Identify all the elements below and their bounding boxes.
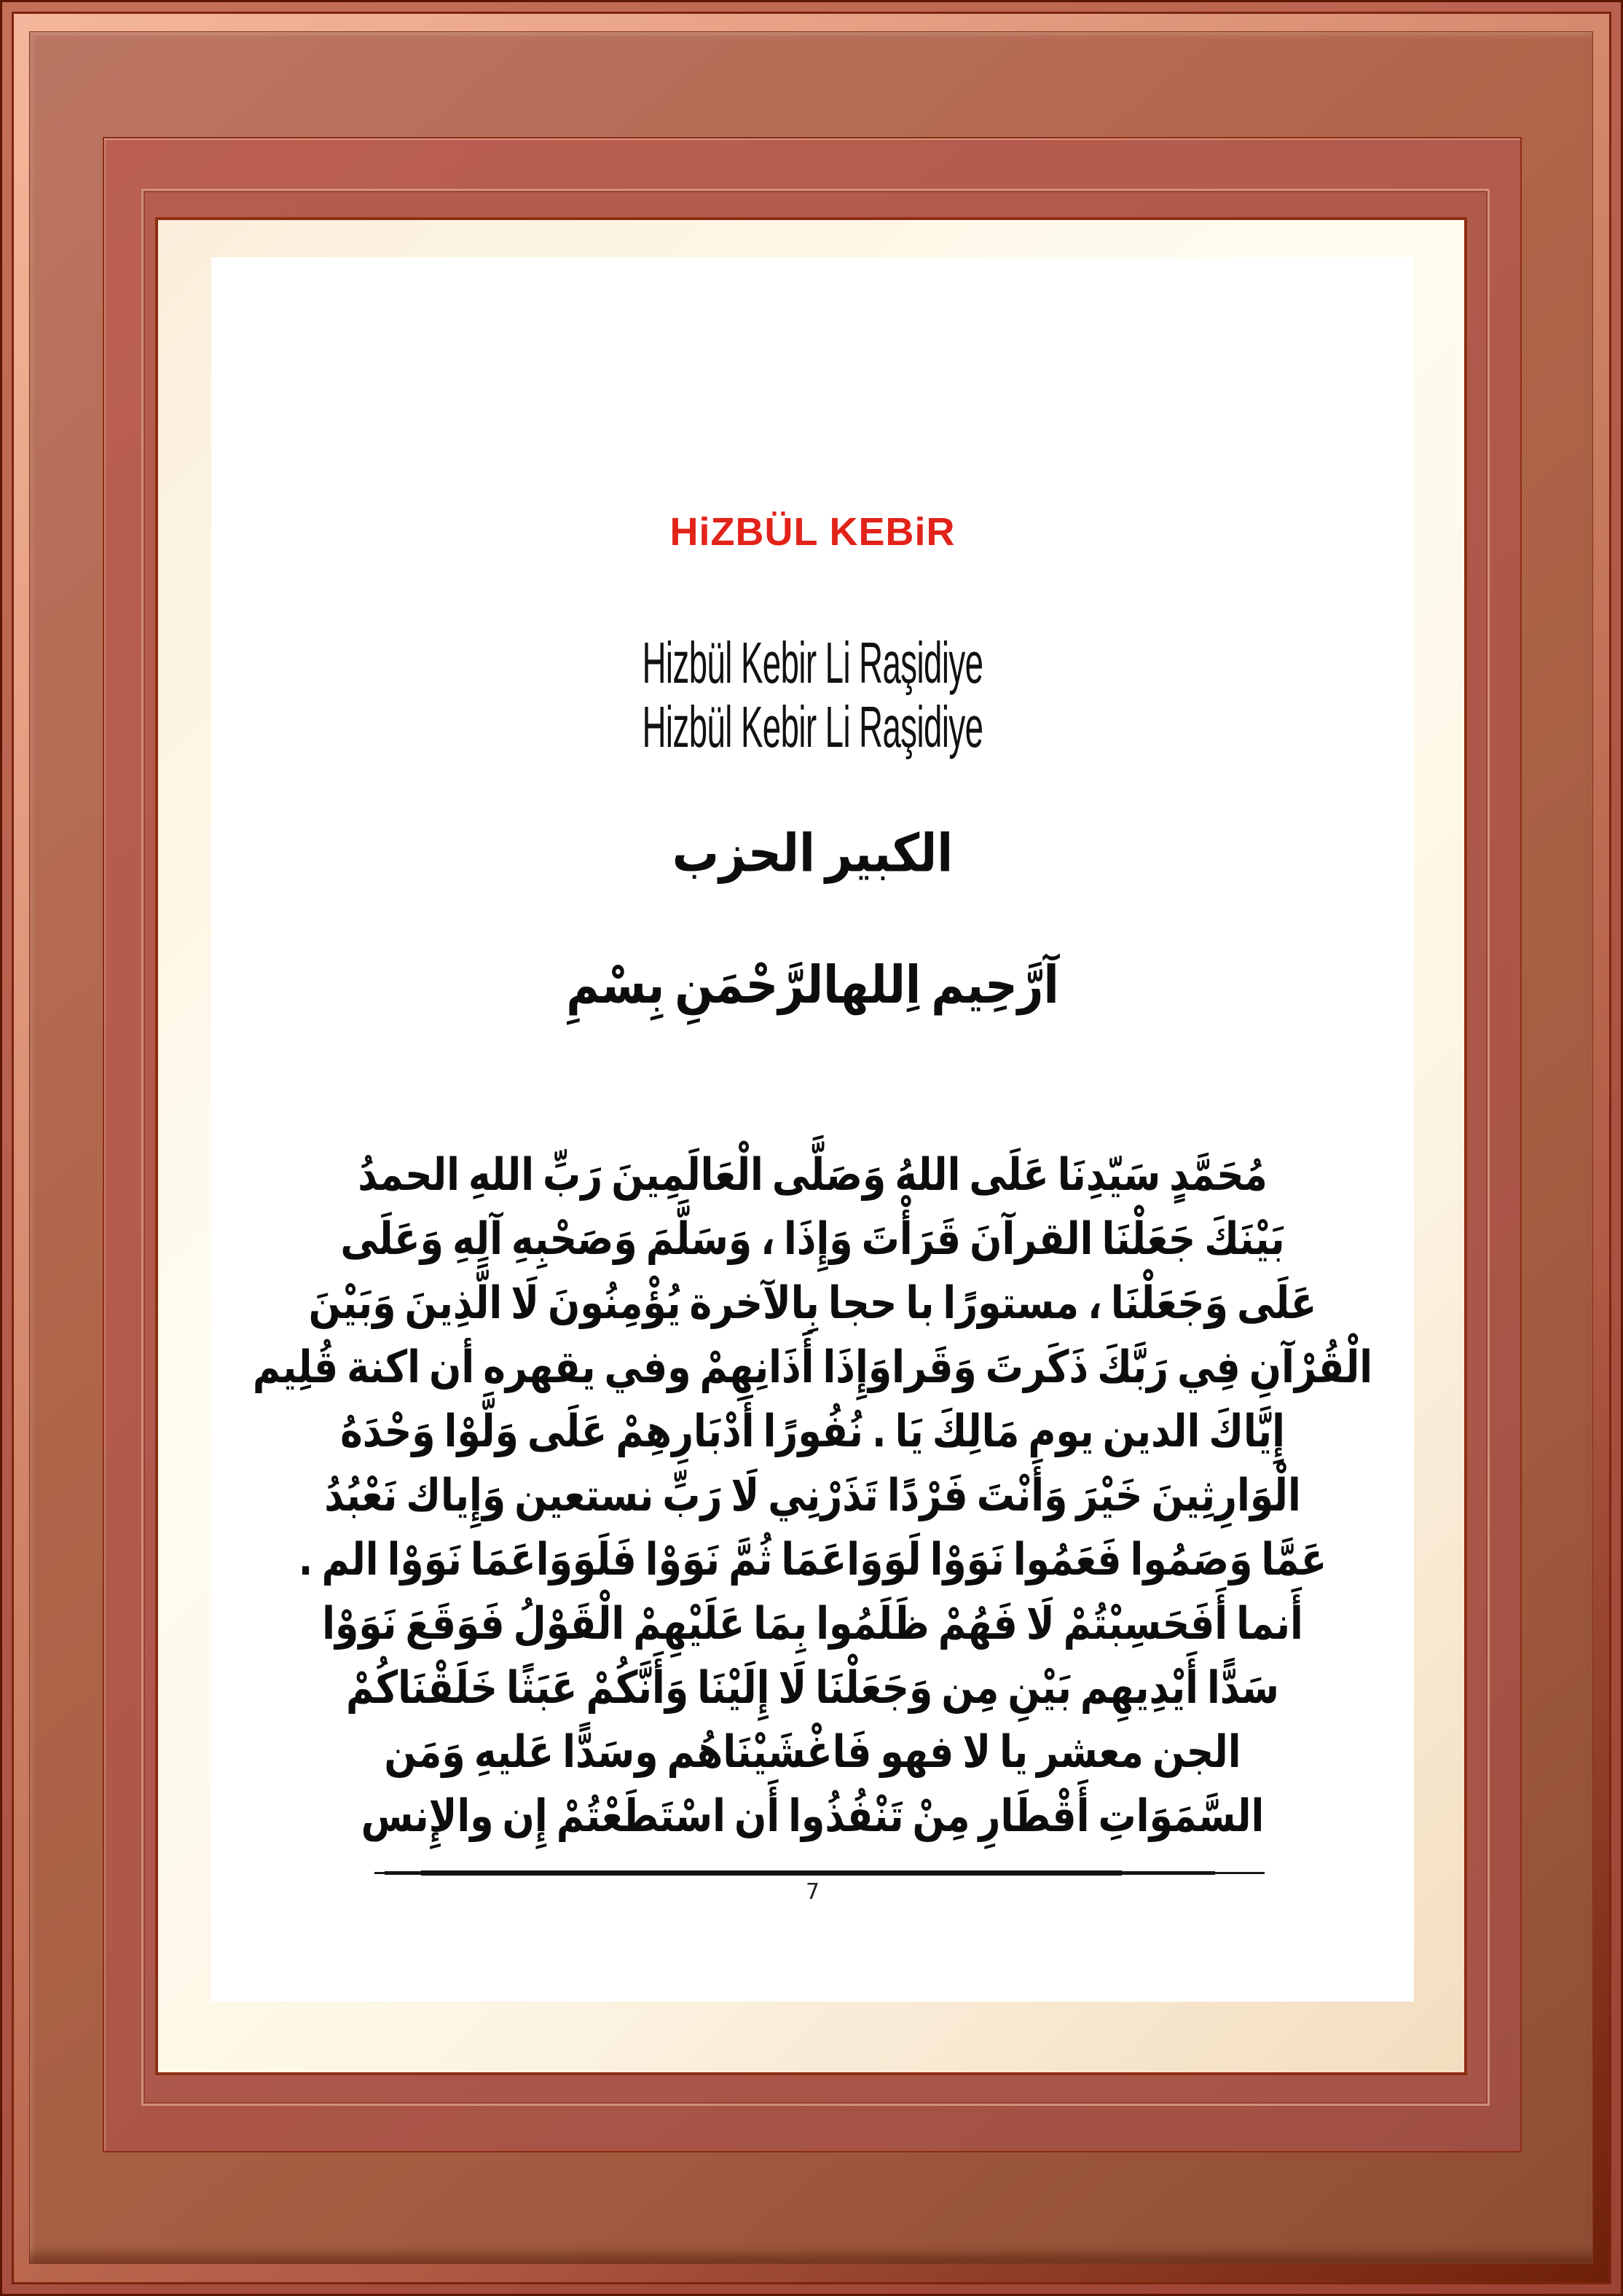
- footer-rule-right-segment: [1122, 1871, 1215, 1875]
- subtitle-line: Hizbül Kebir Li Raşidiye: [642, 694, 983, 759]
- body-line: قُلِيم اكنة أن يقهره وفي أَذَانِهِمْ وَقَراوَإِذَا ذَكَرتَ رَبَّكَ فِي الْقُرْآنِ: [252, 1341, 1373, 1394]
- footer-rule: [374, 1870, 1265, 1876]
- body-line: نَوَوْا فَوَقَعَ الْقَوْلُ عَلَيْهِمْ بِمَا ظَلَمُوا فَهُمْ لَا أَفَحَسِبْتُمْ أَنما: [322, 1598, 1303, 1650]
- body-line: والإِنس إِن اسْتَطَعْتُمْ أَن تَنْفُذُوا مِنْ أَقْطَارِ السَّمَوَاتِ: [361, 1790, 1265, 1843]
- arabic-heading: الحزب الكبير: [672, 823, 954, 885]
- body-line: وَحْدَهُ وَلَّوْا عَلَى أَدْبَارِهِمْ نُفُورًا . يَا مَالِكَ يوم الدين إِيَّاكَ: [340, 1406, 1285, 1458]
- body-text: [211, 1143, 1414, 1849]
- body-line: نَعْبُدُ وَإِياك نستعين رَبِّ لَا تَذَرْنِي فَرْدًا وَأَنْتَ خَيْرَ الْوَارِثِينَ: [324, 1470, 1301, 1522]
- subtitle-line: Hizbül Kebir Li Raşidiye: [642, 630, 983, 695]
- page-number: 7: [805, 1879, 820, 1905]
- body-line: خَلَقْنَاكُمْ عَبَثًا وَأَنَّكُمْ إِلَيْنَا لَا وَجَعَلْنَا مِن بَيْنِ أَيْدِيهِم سَدًّا: [346, 1662, 1279, 1715]
- subtitle-block: [211, 631, 1414, 759]
- basmala-line: بِسْمِ اِللهالرَّحْمَنِ آرَّحِيم: [566, 954, 1059, 1016]
- body-line: وَبَيْنَ الَّذِينَ لَا يُؤْمِنُونَ بِالآخرة حجا با مستورًا ، وَجَعَلْنَا عَلَى: [308, 1277, 1317, 1330]
- body-line: الحمدُ اللهِ رَبِّ الْعَالَمِينَ وَصَلَّى اللهُ عَلَى سَيّدِنَا مُحَمَّدٍ: [358, 1149, 1268, 1202]
- page-title: HiZBÜL KEBiR: [669, 510, 956, 554]
- footer-rule-left-segment: [385, 1871, 421, 1875]
- body-line: . الم نَوَوْا فَلَوَوَاعَمَا نَوَوْا ثُمَّ لَوَوَاعَمَا نَوَوْا فَعَمُوا وَصَمُوا عَمَّا: [298, 1534, 1327, 1586]
- document-page: [211, 257, 1414, 2002]
- footer-rule-thick-segment: [421, 1870, 1122, 1876]
- body-line: وَمَن عَليهِ وسَدًّا فَاغْشَيْنَاهُم فهو لا يا معشر الجن: [384, 1726, 1241, 1779]
- body-line: وَعَلَى آلِهِ وَصَحْبِهِ وَسَلَّمَ ، وَإِذَا قَرَأْتَ القرآنَ جَعَلْنَا بَيْنَكَ: [340, 1213, 1285, 1266]
